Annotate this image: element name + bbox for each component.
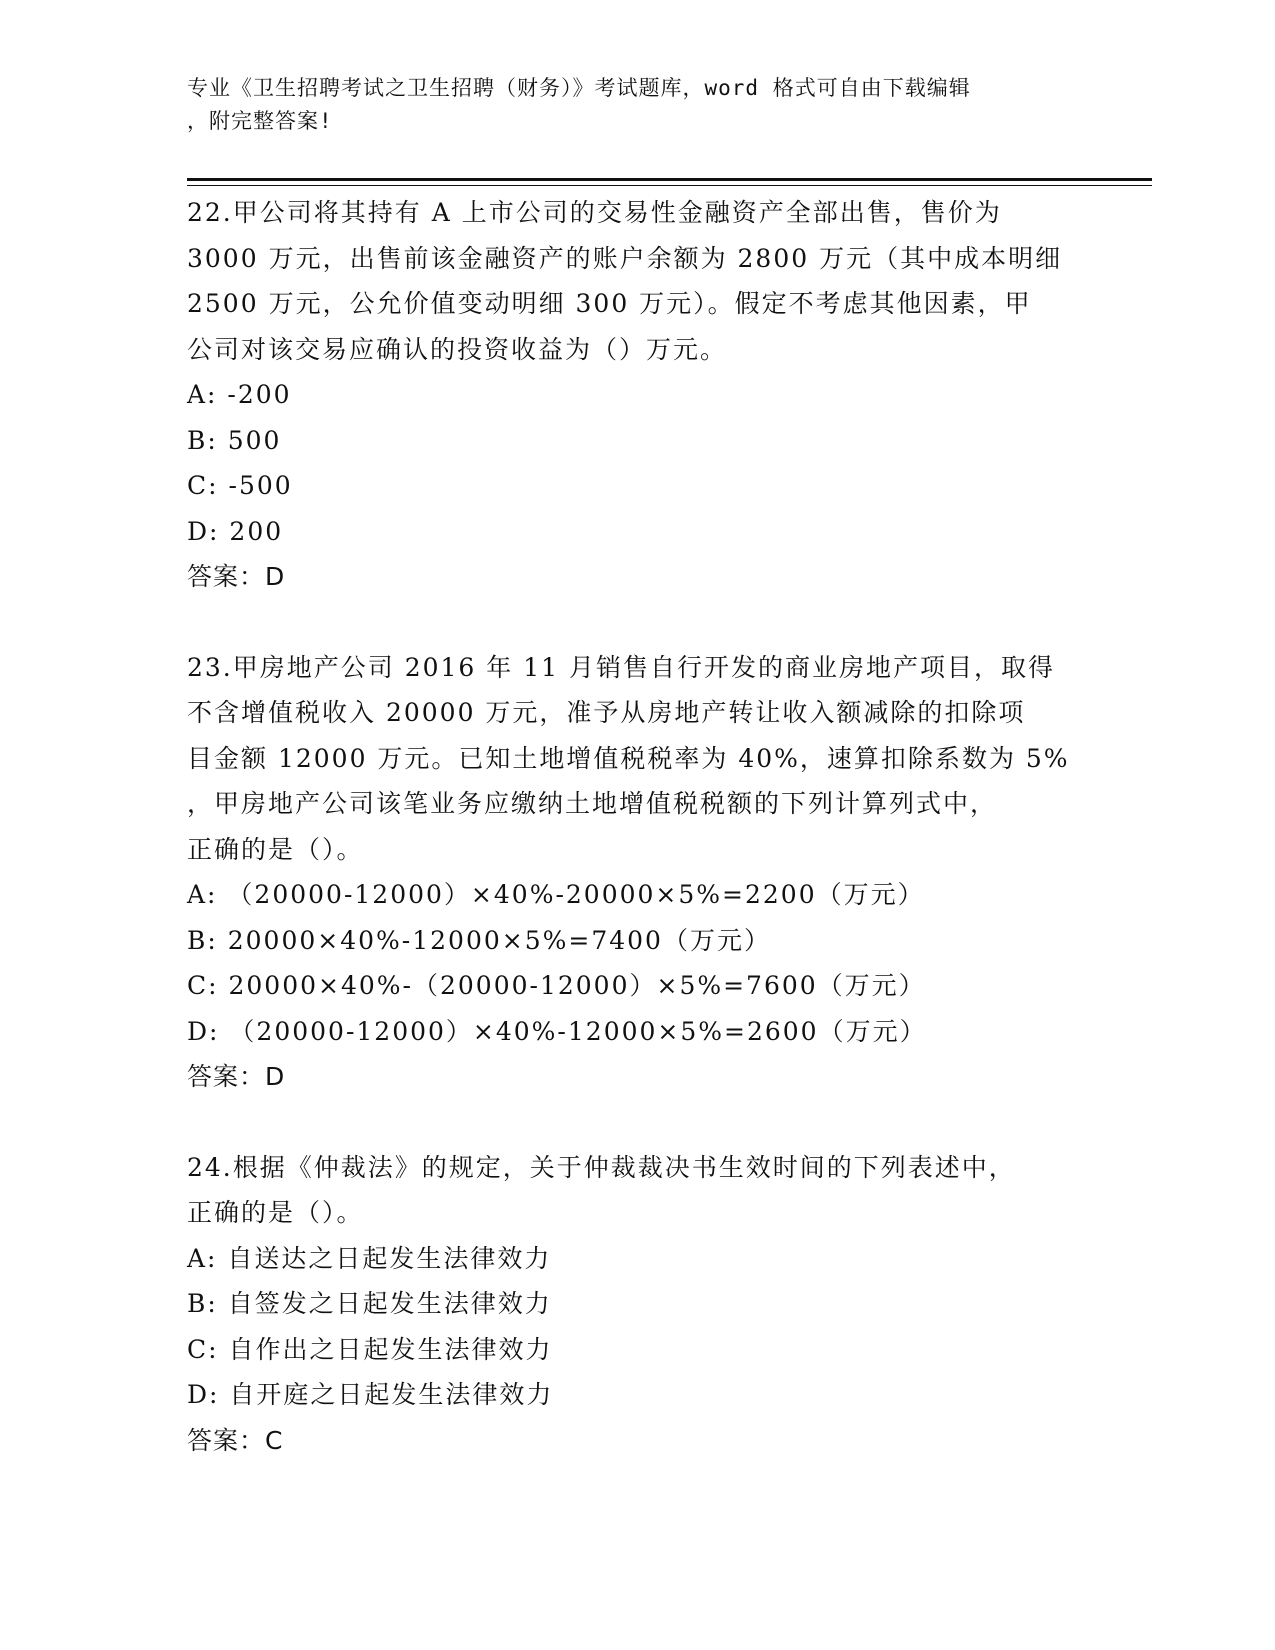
answer-label: 答案：D <box>187 562 286 591</box>
question-24 <box>187 1145 1087 1464</box>
option-c: C: 20000×40%-（20000-12000）×5%=7600（万元） <box>187 971 926 1000</box>
stem-line: 22.甲公司将其持有 A 上市公司的交易性金融资产全部出售，售价为 <box>187 198 1002 227</box>
question-stem <box>187 190 1087 372</box>
header-rule-thick <box>187 178 1152 181</box>
option-c: C: 自作出之日起发生法律效力 <box>187 1334 553 1364</box>
question-23 <box>187 645 1087 1100</box>
option-d: D: 自开庭之日起发生法律效力 <box>187 1380 554 1409</box>
header-rule-thin <box>187 185 1152 186</box>
question-spacer <box>187 600 1087 645</box>
document-header <box>187 72 1067 138</box>
question-22 <box>187 190 1087 600</box>
option-a: A: （20000-12000）×40%-20000×5%=2200（万元） <box>187 880 925 909</box>
question-stem <box>187 645 1087 873</box>
stem-line: 2500 万元，公允价值变动明细 300 万元）。假定不考虑其他因素，甲 <box>187 289 1032 318</box>
option-b: B: 自签发之日起发生法律效力 <box>187 1289 552 1318</box>
header-line-1: 专业《卫生招聘考试之卫生招聘（财务）》考试题库，word 格式可自由下载编辑 <box>187 76 971 100</box>
option-a: A: -200 <box>187 380 292 409</box>
answer-label: 答案：D <box>187 1062 286 1091</box>
header-line-2: ，附完整答案! <box>187 109 333 133</box>
stem-line: 目金额 12000 万元。已知土地增值税税率为 40%，速算扣除系数为 5% <box>187 743 1070 773</box>
question-list <box>187 190 1087 1463</box>
stem-line: 3000 万元，出售前该金融资产的账户余额为 2800 万元（其中成本明细 <box>187 243 1063 273</box>
option-b: B: 500 <box>187 425 282 455</box>
question-stem <box>187 1145 1087 1236</box>
question-spacer <box>187 1100 1087 1145</box>
option-a: A: 自送达之日起发生法律效力 <box>187 1243 552 1273</box>
stem-line: 公司对该交易应确认的投资收益为（）万元。 <box>187 334 728 364</box>
stem-line: 正确的是（）。 <box>187 834 364 864</box>
stem-line: 23.甲房地产公司 2016 年 11 月销售自行开发的商业房地产项目，取得 <box>187 652 1055 682</box>
stem-line: 正确的是（）。 <box>187 1198 364 1227</box>
option-d: D: （20000-12000）×40%-12000×5%=2600（万元） <box>187 1016 927 1046</box>
answer-label: 答案：C <box>187 1425 284 1455</box>
option-b: B: 20000×40%-12000×5%=7400（万元） <box>187 925 771 955</box>
option-d: D: 200 <box>187 516 284 546</box>
stem-line: 24.根据《仲裁法》的规定，关于仲裁裁决书生效时间的下列表述中， <box>187 1152 1016 1182</box>
stem-line: ，甲房地产公司该笔业务应缴纳土地增值税税额的下列计算列式中， <box>187 789 998 818</box>
option-c: C: -500 <box>187 471 293 500</box>
stem-line: 不含增值税收入 20000 万元，准予从房地产转让收入额减除的扣除项 <box>187 698 1026 727</box>
